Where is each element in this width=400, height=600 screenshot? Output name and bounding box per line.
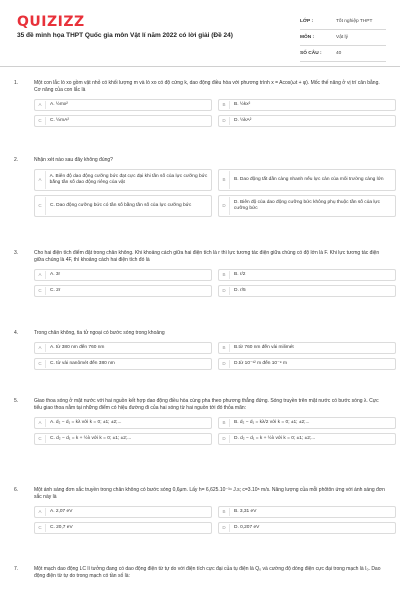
option-b[interactable]: [218, 269, 396, 281]
option-letter: A: [38, 509, 42, 514]
question-number: 6.: [14, 487, 19, 493]
option-d[interactable]: [218, 115, 396, 127]
option-b[interactable]: [218, 506, 396, 518]
question-number: 4.: [14, 330, 19, 336]
question-text: Một con lắc lò xo gồm vật nhỏ có khối lượng m và lò xo có độ cứng k, dao động điều hòa với phương trình x = Acos(ωt + φ). Mốc thế năng ở vị trí cân bằng. Cơ năng của con lắc là: [34, 80, 380, 93]
option-c[interactable]: [34, 433, 212, 445]
option-text: A. từ 380 nm đến 760 nm: [50, 345, 105, 350]
option-d[interactable]: [218, 433, 396, 445]
option-b[interactable]: [218, 342, 396, 354]
question-number: 1.: [14, 80, 19, 86]
option-letter: B: [222, 102, 226, 107]
option-text: B.từ 760 nm đến vài milimét: [234, 345, 294, 350]
meta-row-class: [300, 14, 386, 30]
option-text: D. r/5: [234, 288, 246, 293]
question-number: 2.: [14, 157, 19, 163]
option-letter: C: [38, 203, 42, 208]
option-letter: A: [38, 102, 42, 107]
option-text: C. 2r: [50, 288, 61, 293]
option-letter: D: [222, 525, 226, 530]
option-text: C. d₂ − d₁ = k + ½λ với k = 0; ±1; ±2;...: [50, 436, 132, 441]
option-text: B. r/2: [234, 272, 246, 277]
option-c[interactable]: [34, 285, 212, 297]
option-text: D. Biên độ của dao động cưỡng bức không phụ thuộc tần số của lực cưỡng bức: [233, 200, 381, 211]
meta-value: Tốt nghiệp THPT: [336, 19, 373, 24]
question-text: Nhận xét nào sau đây không đúng?: [34, 157, 113, 163]
option-letter: A: [38, 272, 42, 277]
meta-row-count: [300, 46, 386, 62]
option-d[interactable]: [218, 285, 396, 297]
meta-key: SỐ CÂU :: [300, 51, 322, 56]
option-letter: A: [38, 177, 42, 182]
question-7: [14, 566, 386, 580]
option-a[interactable]: [34, 269, 212, 281]
option-letter: A: [38, 345, 42, 350]
option-text: A. d₂ − d₁ = kλ với k = 0; ±1; ±2;...: [50, 420, 122, 425]
option-text: C. Dao động cưỡng bức có tần số bằng tần số của lực cưỡng bức: [50, 203, 192, 208]
option-letter: C: [38, 436, 42, 441]
option-letter: C: [38, 118, 42, 123]
option-d[interactable]: [218, 522, 396, 534]
option-text: D.từ 10⁻¹² m đến 10⁻⁹ m: [234, 361, 287, 366]
option-grid: [34, 417, 386, 445]
option-text: A. 2,07 eV: [50, 509, 73, 514]
option-text: C. từ vài nanômét đến 380 nm: [50, 361, 115, 366]
option-letter: C: [38, 288, 42, 293]
question-6: [14, 487, 386, 534]
option-letter: B: [222, 509, 226, 514]
question-3: [14, 250, 386, 297]
option-text: D. ½kA²: [234, 118, 252, 123]
option-text: C. 20,7 eV: [50, 525, 73, 530]
option-c[interactable]: [34, 358, 212, 370]
option-a[interactable]: [34, 99, 212, 111]
option-text: B. ½kx²: [234, 102, 251, 107]
question-number: 3.: [14, 250, 19, 256]
option-b[interactable]: [218, 417, 396, 429]
question-5: [14, 398, 386, 445]
option-letter: C: [38, 361, 42, 366]
option-text: B. Dao động tắt dần càng nhanh nếu lực cản của môi trường càng lớn: [234, 177, 384, 182]
meta-key: MÔN :: [300, 35, 315, 40]
option-grid: [34, 169, 386, 217]
option-b[interactable]: [218, 99, 396, 111]
option-c[interactable]: [34, 115, 212, 127]
question-text: Một ánh sáng đơn sắc truyền trong chân không có bước sóng 0,6μm. Lấy h= 6,625.10⁻³⁴ J.s; c=3.10⁸ m/s. Năng lượng của mỗi phôtôn ứng với ánh sáng đơn sắc này là: [34, 487, 385, 500]
option-letter: D: [222, 288, 226, 293]
option-grid: [34, 99, 386, 127]
option-letter: D: [222, 436, 226, 441]
header-divider: [0, 66, 400, 67]
option-text: D. d₂ − d₁ = k + ½λ với k = 0; ±1; ±2;...: [234, 436, 316, 441]
option-b[interactable]: [218, 169, 396, 191]
question-text: Một mạch dao động LC lí tưởng đang có dao động điện từ tự do với điện tích cực đại của tụ điện là Q₀ và cường độ dòng điện cực đại trong mạch là I₀. Dao động điện từ tự do trong mạch có tần số là:: [34, 566, 381, 579]
meta-key: LỚP :: [300, 19, 314, 24]
option-d[interactable]: [218, 195, 396, 217]
option-letter: D: [222, 361, 226, 366]
option-grid: [34, 342, 386, 370]
option-text: B. 3,31 eV: [234, 509, 257, 514]
option-a[interactable]: [34, 417, 212, 429]
option-letter: C: [38, 525, 42, 530]
meta-row-subject: [300, 30, 386, 46]
option-letter: B: [222, 420, 226, 425]
option-text: A. 3r: [50, 272, 61, 277]
option-grid: [34, 506, 386, 534]
quizizz-logo: QUIZIZZ: [17, 14, 85, 30]
option-grid: [34, 269, 386, 297]
option-a[interactable]: [34, 506, 212, 518]
option-a[interactable]: [34, 169, 212, 191]
option-text: C. ½mA²: [50, 118, 69, 123]
meta-value: 40: [336, 51, 342, 56]
option-letter: D: [222, 203, 226, 208]
question-text: Trong chân không, tia tử ngoại có bước sóng trong khoảng: [34, 330, 165, 336]
option-d[interactable]: [218, 358, 396, 370]
option-letter: B: [222, 345, 226, 350]
option-letter: D: [222, 118, 226, 123]
worksheet-title: 35 đề minh họa THPT Quốc gia môn Vật lí năm 2022 có lời giải (Đề 24): [17, 32, 233, 39]
question-4: [14, 330, 386, 370]
option-text: A. Biên độ dao động cưỡng bức đạt cực đại khi tần số của lực cưỡng bức bằng tần số dao động riêng của vật: [49, 174, 208, 185]
option-letter: B: [222, 272, 226, 277]
question-text: Cho hai điện tích điểm đặt trong chân không. Khi khoảng cách giữa hai điện tích là r thì lực tương tác điện giữa chúng có độ lớn là F. Khi lực tương tác điện giữa chúng là 4F, thì khoảng cách hai điện tích đó là: [34, 250, 380, 263]
option-letter: A: [38, 420, 42, 425]
option-c[interactable]: [34, 522, 212, 534]
option-letter: B: [222, 177, 226, 182]
option-text: B. d₂ − d₁ = kλ/2 với k = 0; ±1; ±2;...: [234, 420, 310, 425]
worksheet-meta: [300, 14, 386, 62]
question-number: 7.: [14, 566, 19, 572]
option-text: D. 0,207 eV: [234, 525, 260, 530]
question-number: 5.: [14, 398, 19, 404]
question-2: [14, 157, 386, 217]
option-text: A. ½mx²: [50, 102, 68, 107]
question-text: Giao thoa sóng ở mặt nước với hai nguồn kết hợp dao động điều hòa cùng pha theo phương thẳng đứng. Sóng truyền trên mặt nước có bước sóng λ. Cực tiểu giao thoa nằm tại những điểm có hiệu đường đi của hai sóng từ hai nguồn tới đó thỏa mãn:: [34, 398, 379, 411]
meta-value: Vật lý: [336, 35, 348, 40]
option-a[interactable]: [34, 342, 212, 354]
option-c[interactable]: [34, 195, 212, 217]
question-1: [14, 80, 386, 127]
